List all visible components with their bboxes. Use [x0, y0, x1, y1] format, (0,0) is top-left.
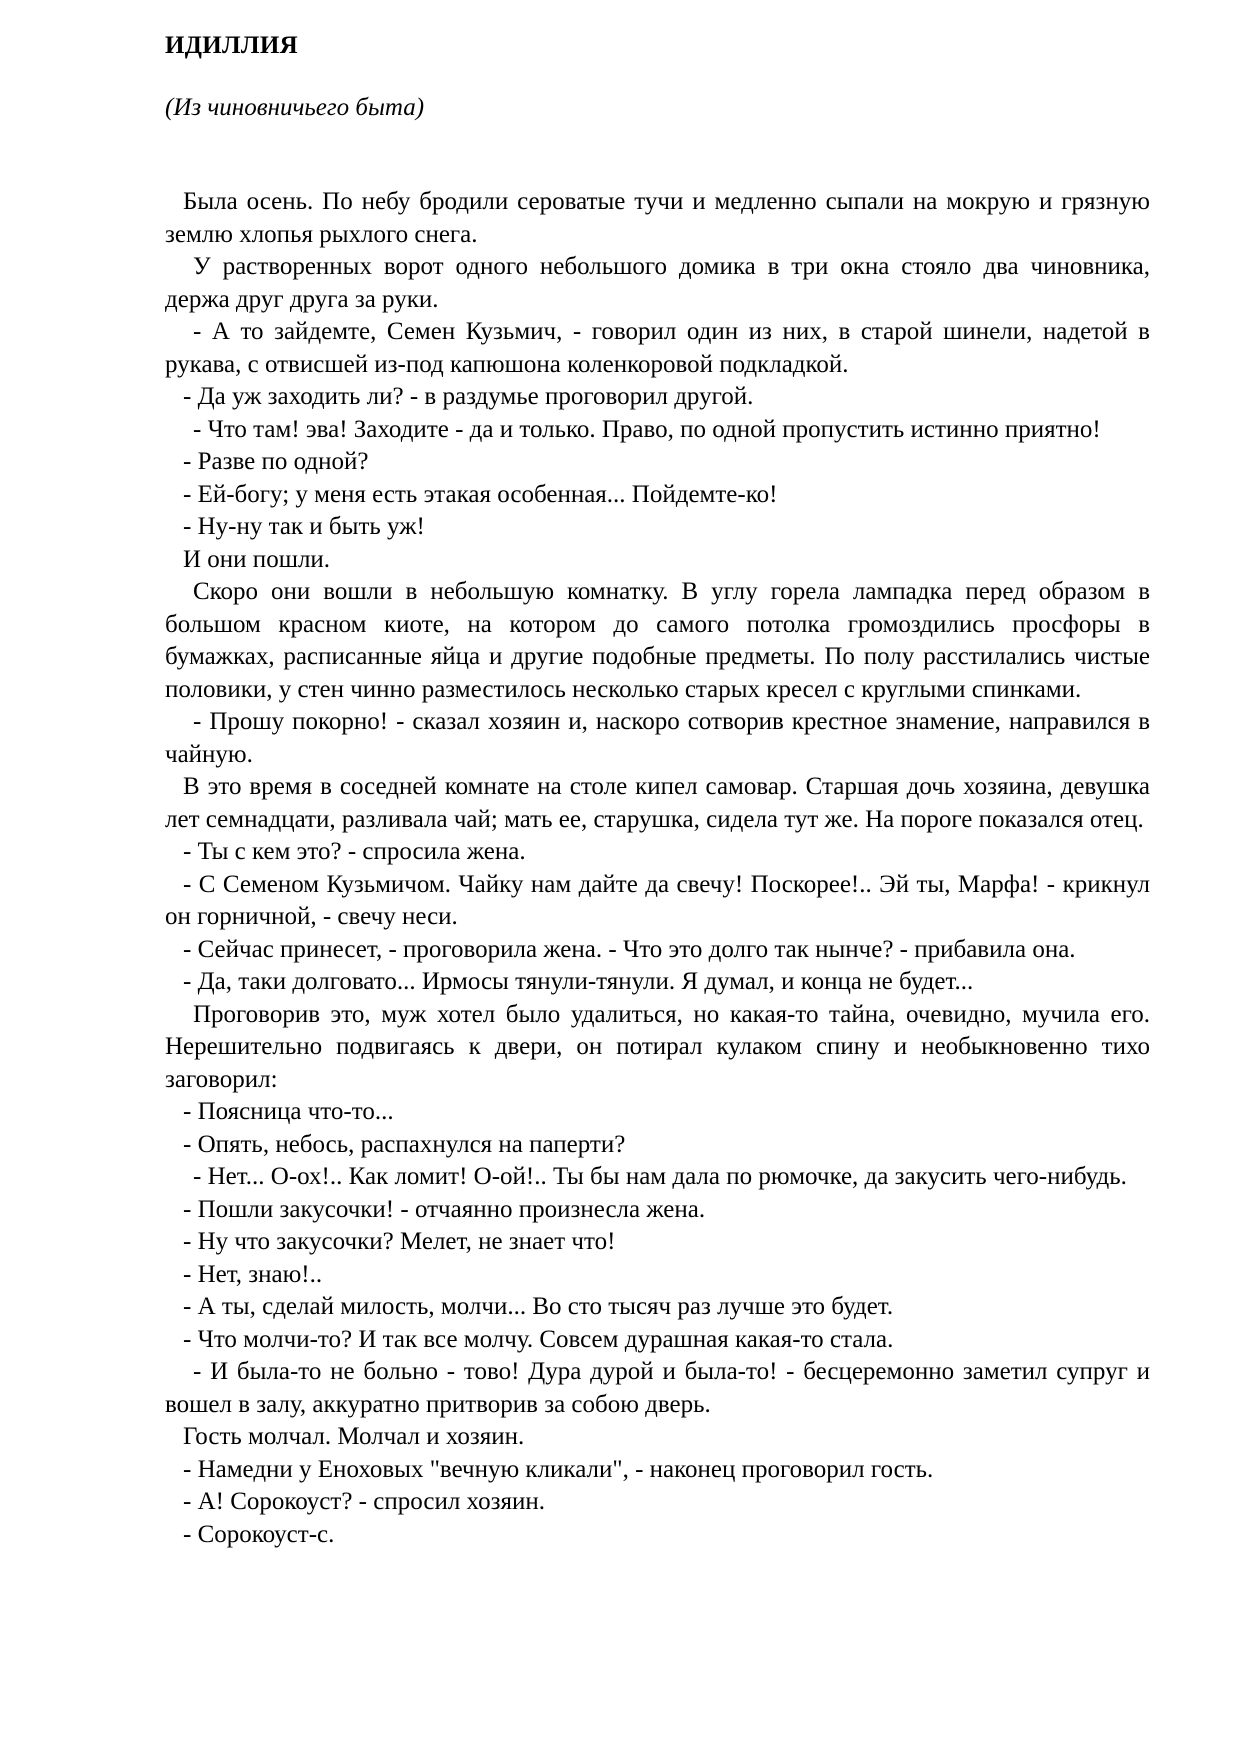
paragraph: - А ты, сделай милость, молчи... Во сто тысяч раз лучше это будет. [183, 1293, 894, 1320]
paragraph: Была осень. По небу бродили сероватые тучи и медленно сыпали на мокрую и грязную землю хлопья рыхлого снега. [165, 188, 1150, 248]
paragraph: - А! Сорокоуст? - спросил хозяин. [183, 1488, 545, 1515]
paragraph: И они пошли. [183, 545, 331, 573]
document-body [165, 186, 1150, 1551]
paragraph: В это время в соседней комнате на столе кипел самовар. Старшая дочь хозяина, девушка лет семнадцати, разливала чай; мать ее, старушка, сидела тут же. На пороге показался отец. [165, 773, 1150, 833]
paragraph: - Да уж заходить ли? - в раздумье проговорил другой. [183, 383, 754, 410]
paragraph: - Сейчас принесет, - проговорила жена. - Что это долго так нынче? - прибавила она. [183, 935, 1076, 963]
paragraph: - Нет... О-ох!.. Как ломит! О-ой!.. Ты бы нам дала по рюмочке, да закусить чего-нибудь. [193, 1163, 1127, 1190]
paragraph: - С Семеном Кузьмичом. Чайку нам дайте да свечу! Поскорее!.. Эй ты, Марфа! - крикнул он горничной, - свечу неси. [165, 870, 1150, 930]
paragraph: Гость молчал. Молчал и хозяин. [183, 1423, 525, 1450]
paragraph: - Ей-богу; у меня есть этакая особенная... Пойдемте-ко! [183, 480, 778, 508]
document-subtitle: (Из чиновничьего быта) [165, 94, 425, 121]
paragraph: - Опять, небось, распахнулся на паперти? [183, 1130, 626, 1158]
paragraph: - Прошу покорно! - сказал хозяин и, наскоро сотворив крестное знамение, направился в чайную. [165, 708, 1150, 768]
paragraph: Скоро они вошли в небольшую комнатку. В углу горела лампадка перед образом в большом красном киоте, на котором до самого потолка громоздились просфоры в бумажках, расписанные яйца и другие подобные предметы. По полу расстилались чистые половики, у стен чинно разместилось несколько старых кресел с круглыми спинками. [165, 578, 1150, 703]
paragraph: Проговорив это, муж хотел было удалиться, но какая-то тайна, очевидно, мучила его. Нерешительно подвигаясь к двери, он потирал кулаком спину и необыкновенно тихо заговорил: [165, 1000, 1150, 1093]
paragraph: - Намедни у Еноховых "вечную кликали", - наконец проговорил гость. [183, 1455, 934, 1483]
paragraph: - И была-то не больно - тово! Дура дурой и была-то! - бесцеремонно заметил супруг и вошел в залу, аккуратно притворив за собою дверь. [165, 1358, 1150, 1418]
paragraph: У растворенных ворот одного небольшого домика в три окна стояло два чиновника, держа друг друга за руки. [165, 253, 1150, 313]
paragraph: - Разве по одной? [183, 448, 369, 475]
paragraph: - Что молчи-то? И так все молчу. Совсем дурашная какая-то стала. [183, 1325, 894, 1353]
paragraph: - Ну-ну так и быть уж! [183, 513, 425, 540]
paragraph: - Пошли закусочки! - отчаянно произнесла жена. [183, 1195, 706, 1223]
paragraph: - Ну что закусочки? Мелет, не знает что! [183, 1228, 616, 1255]
paragraph: - Да, таки долговато... Ирмосы тянули-тянули. Я думал, и конца не будет... [183, 968, 974, 995]
paragraph: - Сорокоуст-с. [183, 1520, 335, 1548]
paragraph: - Поясница что-то... [183, 1098, 394, 1125]
paragraph: - Нет, знаю!.. [183, 1260, 323, 1288]
document-title: ИДИЛЛИЯ [165, 32, 298, 59]
paragraph: - Что там! эва! Заходите - да и только. Право, по одной пропустить истинно приятно! [193, 415, 1101, 443]
paragraph: - Ты с кем это? - спросила жена. [183, 838, 526, 865]
paragraph: - А то зайдемте, Семен Кузьмич, - говорил один из них, в старой шинели, надетой в рукава, с отвисшей из-под капюшона коленкоровой подкладкой. [165, 318, 1150, 378]
